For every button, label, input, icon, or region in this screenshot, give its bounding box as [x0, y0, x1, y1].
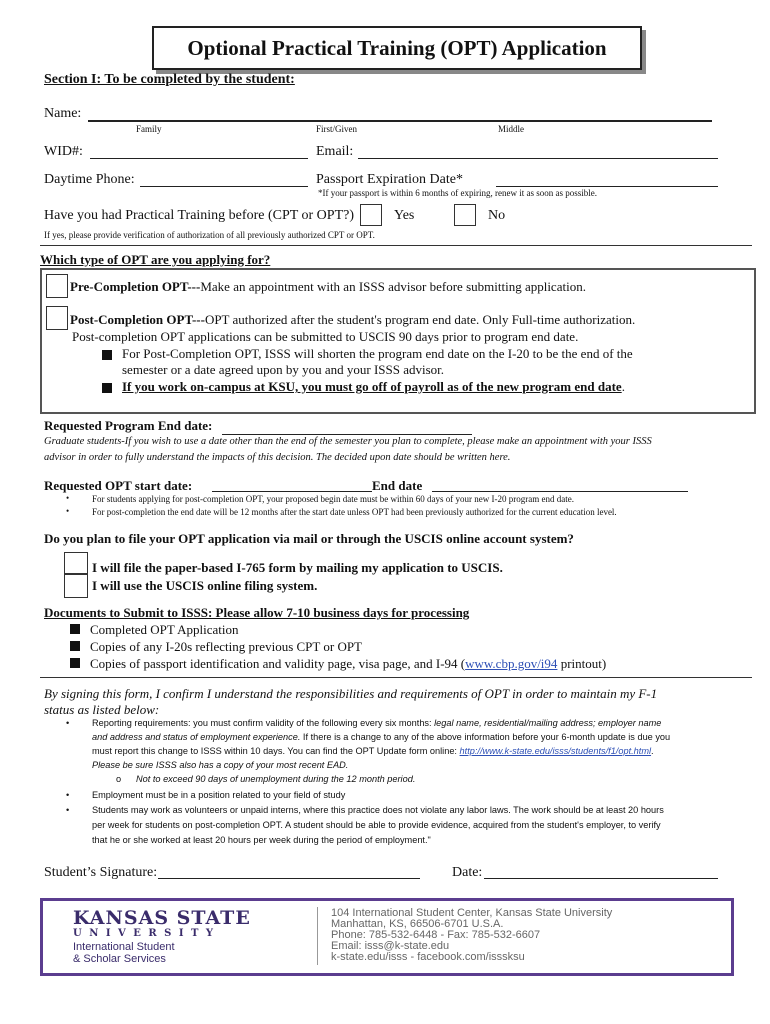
online-filing-option: I will use the USCIS online filing system. — [92, 578, 318, 593]
requirement-reporting-line4: Please be sure ISSS also has a copy of your most recent EAD. — [92, 760, 349, 770]
opt-update-link[interactable]: http://www.k-state.edu/isss/students/f1/opt.html — [459, 746, 652, 756]
requirement-reporting-line1: Reporting requirements: you must confirm validity of the following every six months: legal name, residential/mailing address; employer name — [92, 718, 662, 728]
filing-question: Do you plan to file your OPT application via mail or through the USCIS online account system? — [44, 531, 574, 546]
document-item: Completed OPT Application — [90, 622, 239, 637]
post-bullet1-line2: semester or a date agreed upon by you and your ISSS advisor. — [122, 362, 445, 377]
start-bullet2: For post-completion the end date will be 12 months after the start date unless OPT had been previously authorized for the current education level. — [92, 507, 617, 517]
divider — [40, 677, 752, 678]
requirement-volunteer-line3: that he or she worked at least 20 hours per week during the period of employment." — [92, 835, 431, 845]
start-bullet1: For students applying for post-completion OPT, your proposed begin date must be within 60 days of your new I-20 program end date. — [92, 494, 574, 504]
date-field[interactable] — [484, 862, 718, 879]
bullet-dot: • — [66, 506, 70, 516]
graduate-note-line2: advisor in order to fully understand the impacts of this decision. The decided upon date should be written here. — [44, 452, 511, 463]
i94-link[interactable]: www.cbp.gov/i94 — [465, 656, 558, 671]
yes-checkbox[interactable] — [360, 204, 382, 226]
name-sub-first: First/Given — [316, 124, 358, 134]
email-field[interactable] — [358, 142, 718, 159]
university-name: KANSAS STATE — [73, 907, 251, 929]
footer-banner — [40, 898, 734, 976]
opt-type-heading: Which type of OPT are you applying for? — [40, 252, 271, 267]
post-completion-checkbox[interactable] — [46, 306, 68, 330]
section-heading: Section I: To be completed by the student: — [44, 72, 295, 87]
bullet-square — [70, 658, 80, 668]
no-label: No — [488, 208, 506, 223]
post-bullet1-line1: For Post-Completion OPT, ISSS will shorten the program end date on the I-20 to be the end of the — [122, 346, 633, 361]
bullet-dot: • — [66, 718, 70, 728]
yes-label: Yes — [394, 208, 415, 223]
pre-completion-title: Pre-Completion OPT--- — [70, 279, 201, 294]
signing-intro-line2: status as listed below: — [44, 702, 160, 717]
bullet-square — [102, 350, 112, 360]
bullet-dot: • — [66, 790, 70, 800]
footer-divider — [317, 907, 318, 965]
end-date-field[interactable] — [222, 420, 472, 435]
requirement-volunteer-line2: per week for students on post-completion OPT. A student should be able to provide evidence, acquired from the student's employer, to verify — [92, 820, 661, 830]
signature-field[interactable] — [158, 862, 420, 879]
no-checkbox[interactable] — [454, 204, 476, 226]
department-name: International Student & Scholar Services — [73, 941, 175, 965]
phone-field[interactable] — [140, 170, 308, 187]
name-label: Name: — [44, 106, 82, 121]
pre-completion-text: Make an appointment with an ISSS advisor before submitting application. — [200, 279, 586, 294]
name-sub-middle: Middle — [498, 124, 524, 134]
passport-label: Passport Expiration Date* — [316, 172, 463, 187]
contact-info: 104 International Student Center, Kansas State University Manhattan, KS, 66506-6701 U.S.A. Phone: 785-532-6448 - Fax: 785-532-6607 Email: isss@k-state.edu k-state.edu/isss - facebook.com/isssksu — [331, 907, 613, 963]
opt-start-label: Requested OPT start date: — [44, 478, 193, 493]
phone-label: Daytime Phone: — [44, 172, 135, 187]
signing-intro-line1: By signing this form, I confirm I understand the responsibilities and requirements of OPT in order to maintain my F-1 — [44, 686, 658, 701]
document-item: Copies of any I-20s reflecting previous CPT or OPT — [90, 639, 362, 654]
document-item: Copies of passport identification and validity page, visa page, and I-94 (www.cbp.gov/i94 printout) — [90, 656, 607, 671]
bullet-square — [102, 383, 112, 393]
opt-end-label: End date — [372, 478, 423, 493]
online-filing-checkbox[interactable] — [64, 574, 88, 598]
name-sub-family: Family — [136, 124, 162, 134]
name-field[interactable] — [88, 104, 712, 122]
email-label: Email: — [316, 144, 354, 159]
bullet-square — [70, 624, 80, 634]
training-note: If yes, please provide verification of authorization of all previously authorized CPT or OPT. — [44, 230, 375, 240]
requirement-unemployment: Not to exceed 90 days of unemployment during the 12 month period. — [136, 774, 416, 784]
opt-end-field[interactable] — [432, 476, 688, 492]
documents-heading: Documents to Submit to ISSS: Please allow 7-10 business days for processing — [44, 605, 470, 620]
requirement-reporting-line2: and address and status of employment experience. If there is a change to any of the above information before your 6-month update is due you — [92, 732, 671, 742]
bullet-circle: o — [116, 774, 122, 784]
passport-note: *If your passport is within 6 months of expiring, renew it as soon as possible. — [318, 188, 597, 198]
graduate-note-line1: Graduate students-If you wish to use a date other than the end of the semester you plan to complete, please make an appointment with your ISSS — [44, 436, 652, 447]
passport-field[interactable] — [496, 170, 718, 187]
post-completion-text: OPT authorized after the student's program end date. Only Full-time authorization. — [204, 312, 636, 327]
post-completion-line2: Post-completion OPT applications can be submitted to USCIS 90 days prior to program end date. — [72, 329, 579, 344]
signature-label: Student’s Signature: — [44, 865, 158, 880]
requirement-field-of-study: Employment must be in a position related to your field of study — [92, 790, 346, 800]
divider — [40, 245, 752, 246]
post-completion-title: Post-Completion OPT--- — [70, 312, 205, 327]
date-label: Date: — [452, 865, 483, 880]
bullet-dot: • — [66, 493, 70, 503]
mail-filing-option: I will file the paper-based I-765 form by mailing my application to USCIS. — [92, 560, 503, 575]
post-completion-option — [70, 312, 750, 328]
post-bullet2: If you work on-campus at KSU, you must go off of payroll as of the new program end date. — [122, 379, 625, 394]
training-question: Have you had Practical Training before (CPT or OPT?) — [44, 208, 355, 223]
pre-completion-checkbox[interactable] — [46, 274, 68, 298]
university-subtitle: U N I V E R S I T Y — [73, 928, 216, 939]
bullet-square — [70, 641, 80, 651]
pre-completion-option — [70, 279, 740, 295]
wid-field[interactable] — [90, 142, 308, 159]
requirement-reporting-line3: must report this change to ISSS within 10 days. You can find the OPT Update form online: http://www.k-state.edu/isss/students/f1/opt.html. — [92, 746, 654, 756]
end-date-label: Requested Program End date: — [44, 418, 213, 433]
wid-label: WID#: — [44, 144, 83, 159]
requirement-volunteer-line1: Students may work as volunteers or unpaid interns, where this practice does not violate any labor laws. The work should be at least 20 hours — [92, 805, 664, 815]
bullet-dot: • — [66, 805, 70, 815]
opt-start-field[interactable] — [212, 476, 372, 492]
mail-filing-checkbox[interactable] — [64, 552, 88, 574]
form-title: Optional Practical Training (OPT) Application — [152, 26, 642, 70]
